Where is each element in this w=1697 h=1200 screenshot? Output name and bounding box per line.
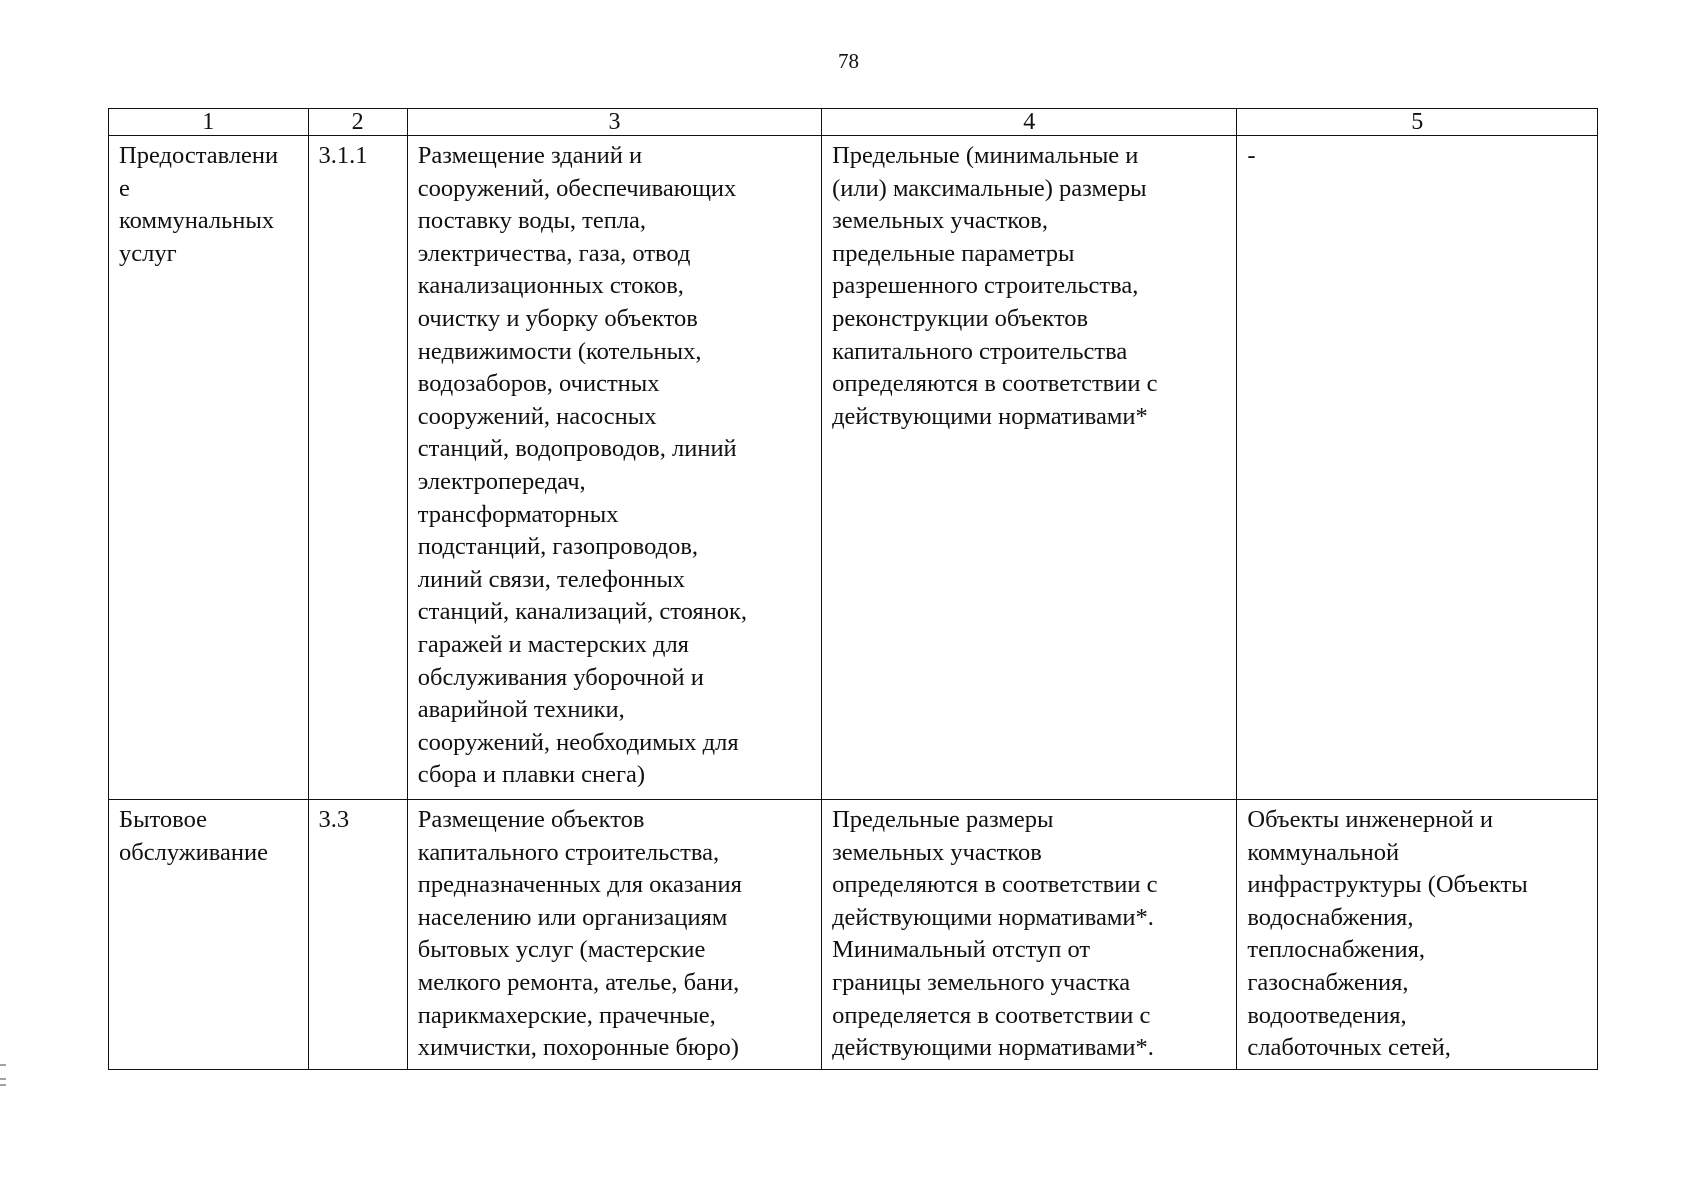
header-cell-3: 3 xyxy=(407,109,821,136)
header-cell-5: 5 xyxy=(1237,109,1598,136)
use-type-parameters: Предельные (минимальные и (или) максимальные) размеры земельных участков, предельные параметры разрешенного строительства, реконструкции объектов капитального строительства определяются в соответствии с действующими нормативами* xyxy=(822,136,1237,800)
header-cell-4: 4 xyxy=(822,109,1237,136)
use-type-restrictions: Объекты инженерной и коммунальной инфраструктуры (Объекты водоснабжения, теплоснабжения, газоснабжения, водоотведения, слаботочных сетей, xyxy=(1237,800,1598,1070)
zoning-table xyxy=(108,108,1598,1070)
header-cell-2: 2 xyxy=(308,109,407,136)
header-row xyxy=(109,109,1598,136)
page-number: 78 xyxy=(838,49,859,73)
use-type-code: 3.3 xyxy=(308,800,407,1070)
header-cell-1: 1 xyxy=(109,109,309,136)
table-header xyxy=(109,109,1598,136)
table-body xyxy=(109,136,1598,1070)
use-type-description: Размещение зданий и сооружений, обеспечивающих поставку воды, тепла, электричества, газа, отвод канализационных стоков, очистку и уборку объектов недвижимости (котельных, водозаборов, очистных сооружений, насосных станций, водопроводов, линий электропередач, трансформаторных подстанций, газопроводов, линий связи, телефонных станций, канализаций, стоянок, гаражей и мастерских для обслуживания уборочной и аварийной техники, сооружений, необходимых для сбора и плавки снега) xyxy=(407,136,821,800)
table-row xyxy=(109,136,1598,800)
table-row xyxy=(109,800,1598,1070)
use-type-code: 3.1.1 xyxy=(308,136,407,800)
scan-edge-mark-lines xyxy=(0,1063,7,1093)
use-type-name: Бытовое обслуживание xyxy=(109,800,309,1070)
use-type-description: Размещение объектов капитального строительства, предназначенных для оказания населению или организациям бытовых услуг (мастерские мелкого ремонта, ателье, бани, парикмахерские, прачечные, химчистки, похоронные бюро) xyxy=(407,800,821,1070)
use-type-restrictions: - xyxy=(1237,136,1598,800)
use-type-parameters: Предельные размеры земельных участков определяются в соответствии с действующими нормативами*. Минимальный отступ от границы земельного участка определяется в соответствии с действующими нормативами*. xyxy=(822,800,1237,1070)
scan-edge-mark xyxy=(0,1063,7,1096)
use-type-name: Предоставлени е коммунальных услуг xyxy=(109,136,309,800)
